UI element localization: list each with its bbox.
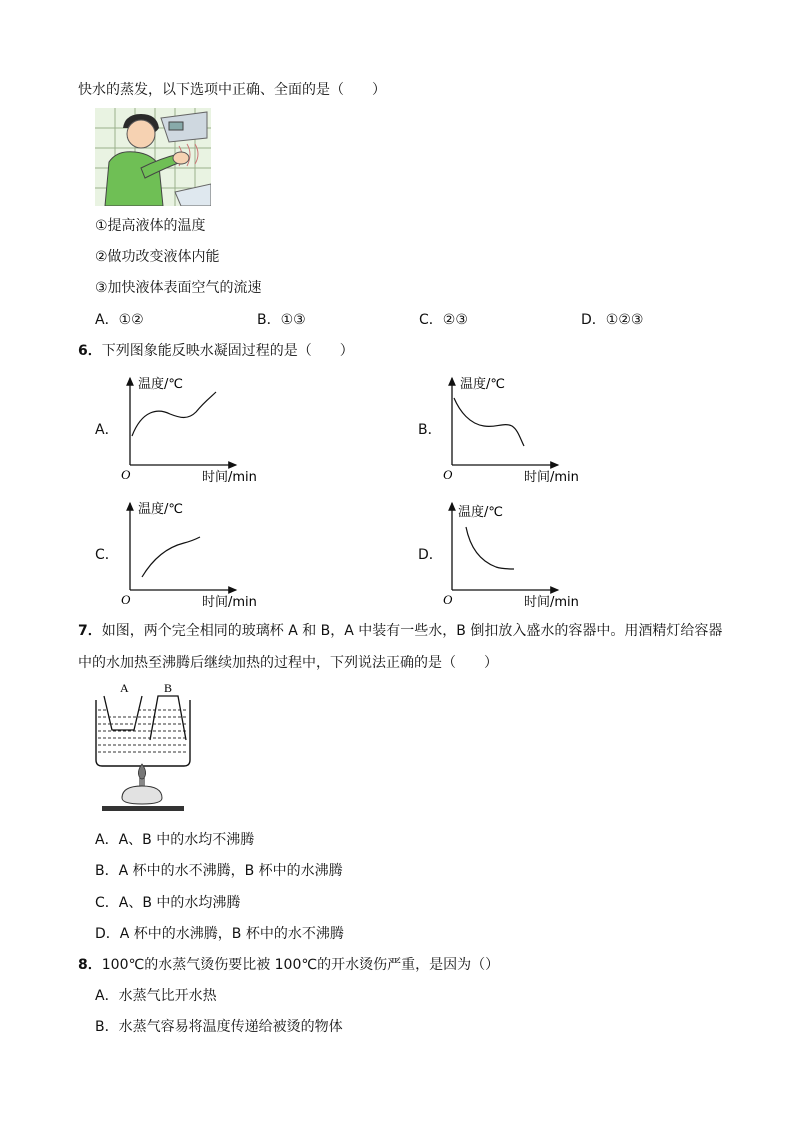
q5-option-a[interactable]: A．①② (95, 312, 144, 328)
graph-d-x-label: 时间/min (524, 595, 579, 609)
alcohol-lamp (122, 786, 162, 804)
q6-label-a[interactable]: A． (95, 422, 119, 438)
graph-d-origin: O (443, 592, 453, 607)
q7-stem-line1 (78, 621, 722, 641)
graph-b-curve (454, 398, 524, 446)
q5-stem-tail: 快水的蒸发，以下选项中正确、全面的是（ ） (78, 82, 386, 98)
q8-stem (78, 955, 499, 975)
q6-label-c[interactable]: C． (95, 547, 119, 563)
graph-b-y-label: 温度/℃ (460, 377, 505, 392)
graph-a (118, 372, 268, 484)
graph-b (440, 372, 590, 484)
q7-stem-line2: 中的水加热至沸腾后继续加热的过程中，下列说法正确的是（ ） (78, 655, 498, 671)
q7-number: 7． (78, 623, 102, 639)
q8-number: 8． (78, 957, 102, 973)
graph-b-x-label: 时间/min (524, 470, 579, 484)
q5-item-1: ①提高液体的温度 (95, 218, 206, 234)
q5-option-c[interactable]: C．②③ (419, 312, 468, 328)
cup-a (104, 696, 142, 730)
q7-option-a[interactable]: A．A、B 中的水均不沸腾 (95, 832, 255, 848)
graph-a-y-label: 温度/℃ (138, 377, 183, 392)
q5-item-2: ②做功改变液体内能 (95, 249, 220, 265)
cup-b (150, 696, 186, 740)
graph-c-curve (142, 537, 200, 577)
graph-b-origin: O (443, 467, 453, 482)
q7-option-c[interactable]: C．A、B 中的水均沸腾 (95, 895, 241, 911)
graph-c-x-label: 时间/min (202, 595, 257, 609)
q6-stem-text: 下列图象能反映水凝固过程的是（ ） (101, 343, 354, 359)
graph-d-curve (466, 527, 514, 569)
graph-d-y-label: 温度/℃ (458, 505, 503, 520)
graph-a-x-label: 时间/min (202, 470, 257, 484)
cup-b-label: B (164, 681, 173, 695)
graph-d (440, 497, 590, 609)
q5-option-b[interactable]: B．①③ (257, 312, 306, 328)
q6-number: 6． (78, 343, 102, 359)
q6-stem (78, 341, 354, 361)
q7-option-d[interactable]: D．A 杯中的水沸腾，B 杯中的水不沸腾 (95, 926, 344, 942)
q5-option-d[interactable]: D．①②③ (581, 312, 644, 328)
beaker-apparatus (92, 680, 196, 820)
q6-label-b[interactable]: B． (418, 422, 442, 438)
q8-option-a[interactable]: A．水蒸气比开水热 (95, 988, 217, 1004)
graph-a-curve (132, 392, 216, 436)
graph-c-origin: O (121, 592, 131, 607)
lamp-base (102, 806, 184, 811)
graph-c (118, 497, 268, 609)
graph-c-y-label: 温度/℃ (138, 502, 183, 517)
q6-label-d[interactable]: D． (418, 547, 443, 563)
q5-item-3: ③加快液体表面空气的流速 (95, 280, 262, 296)
graph-a-origin: O (121, 467, 131, 482)
q7-option-b[interactable]: B．A 杯中的水不沸腾，B 杯中的水沸腾 (95, 863, 343, 879)
hand-dryer-illustration (95, 108, 211, 206)
q7-stem-text-1: 如图，两个完全相同的玻璃杯 A 和 B，A 中装有一些水，B 倒扣放入盛水的容器中。用酒精灯给容器 (101, 623, 723, 639)
q8-stem-text: 100℃的水蒸气烫伤要比被 100℃的开水烫伤严重，是因为（） (101, 957, 500, 973)
cup-a-label: A (120, 681, 129, 695)
q8-option-b[interactable]: B．水蒸气容易将温度传递给被烫的物体 (95, 1019, 343, 1035)
